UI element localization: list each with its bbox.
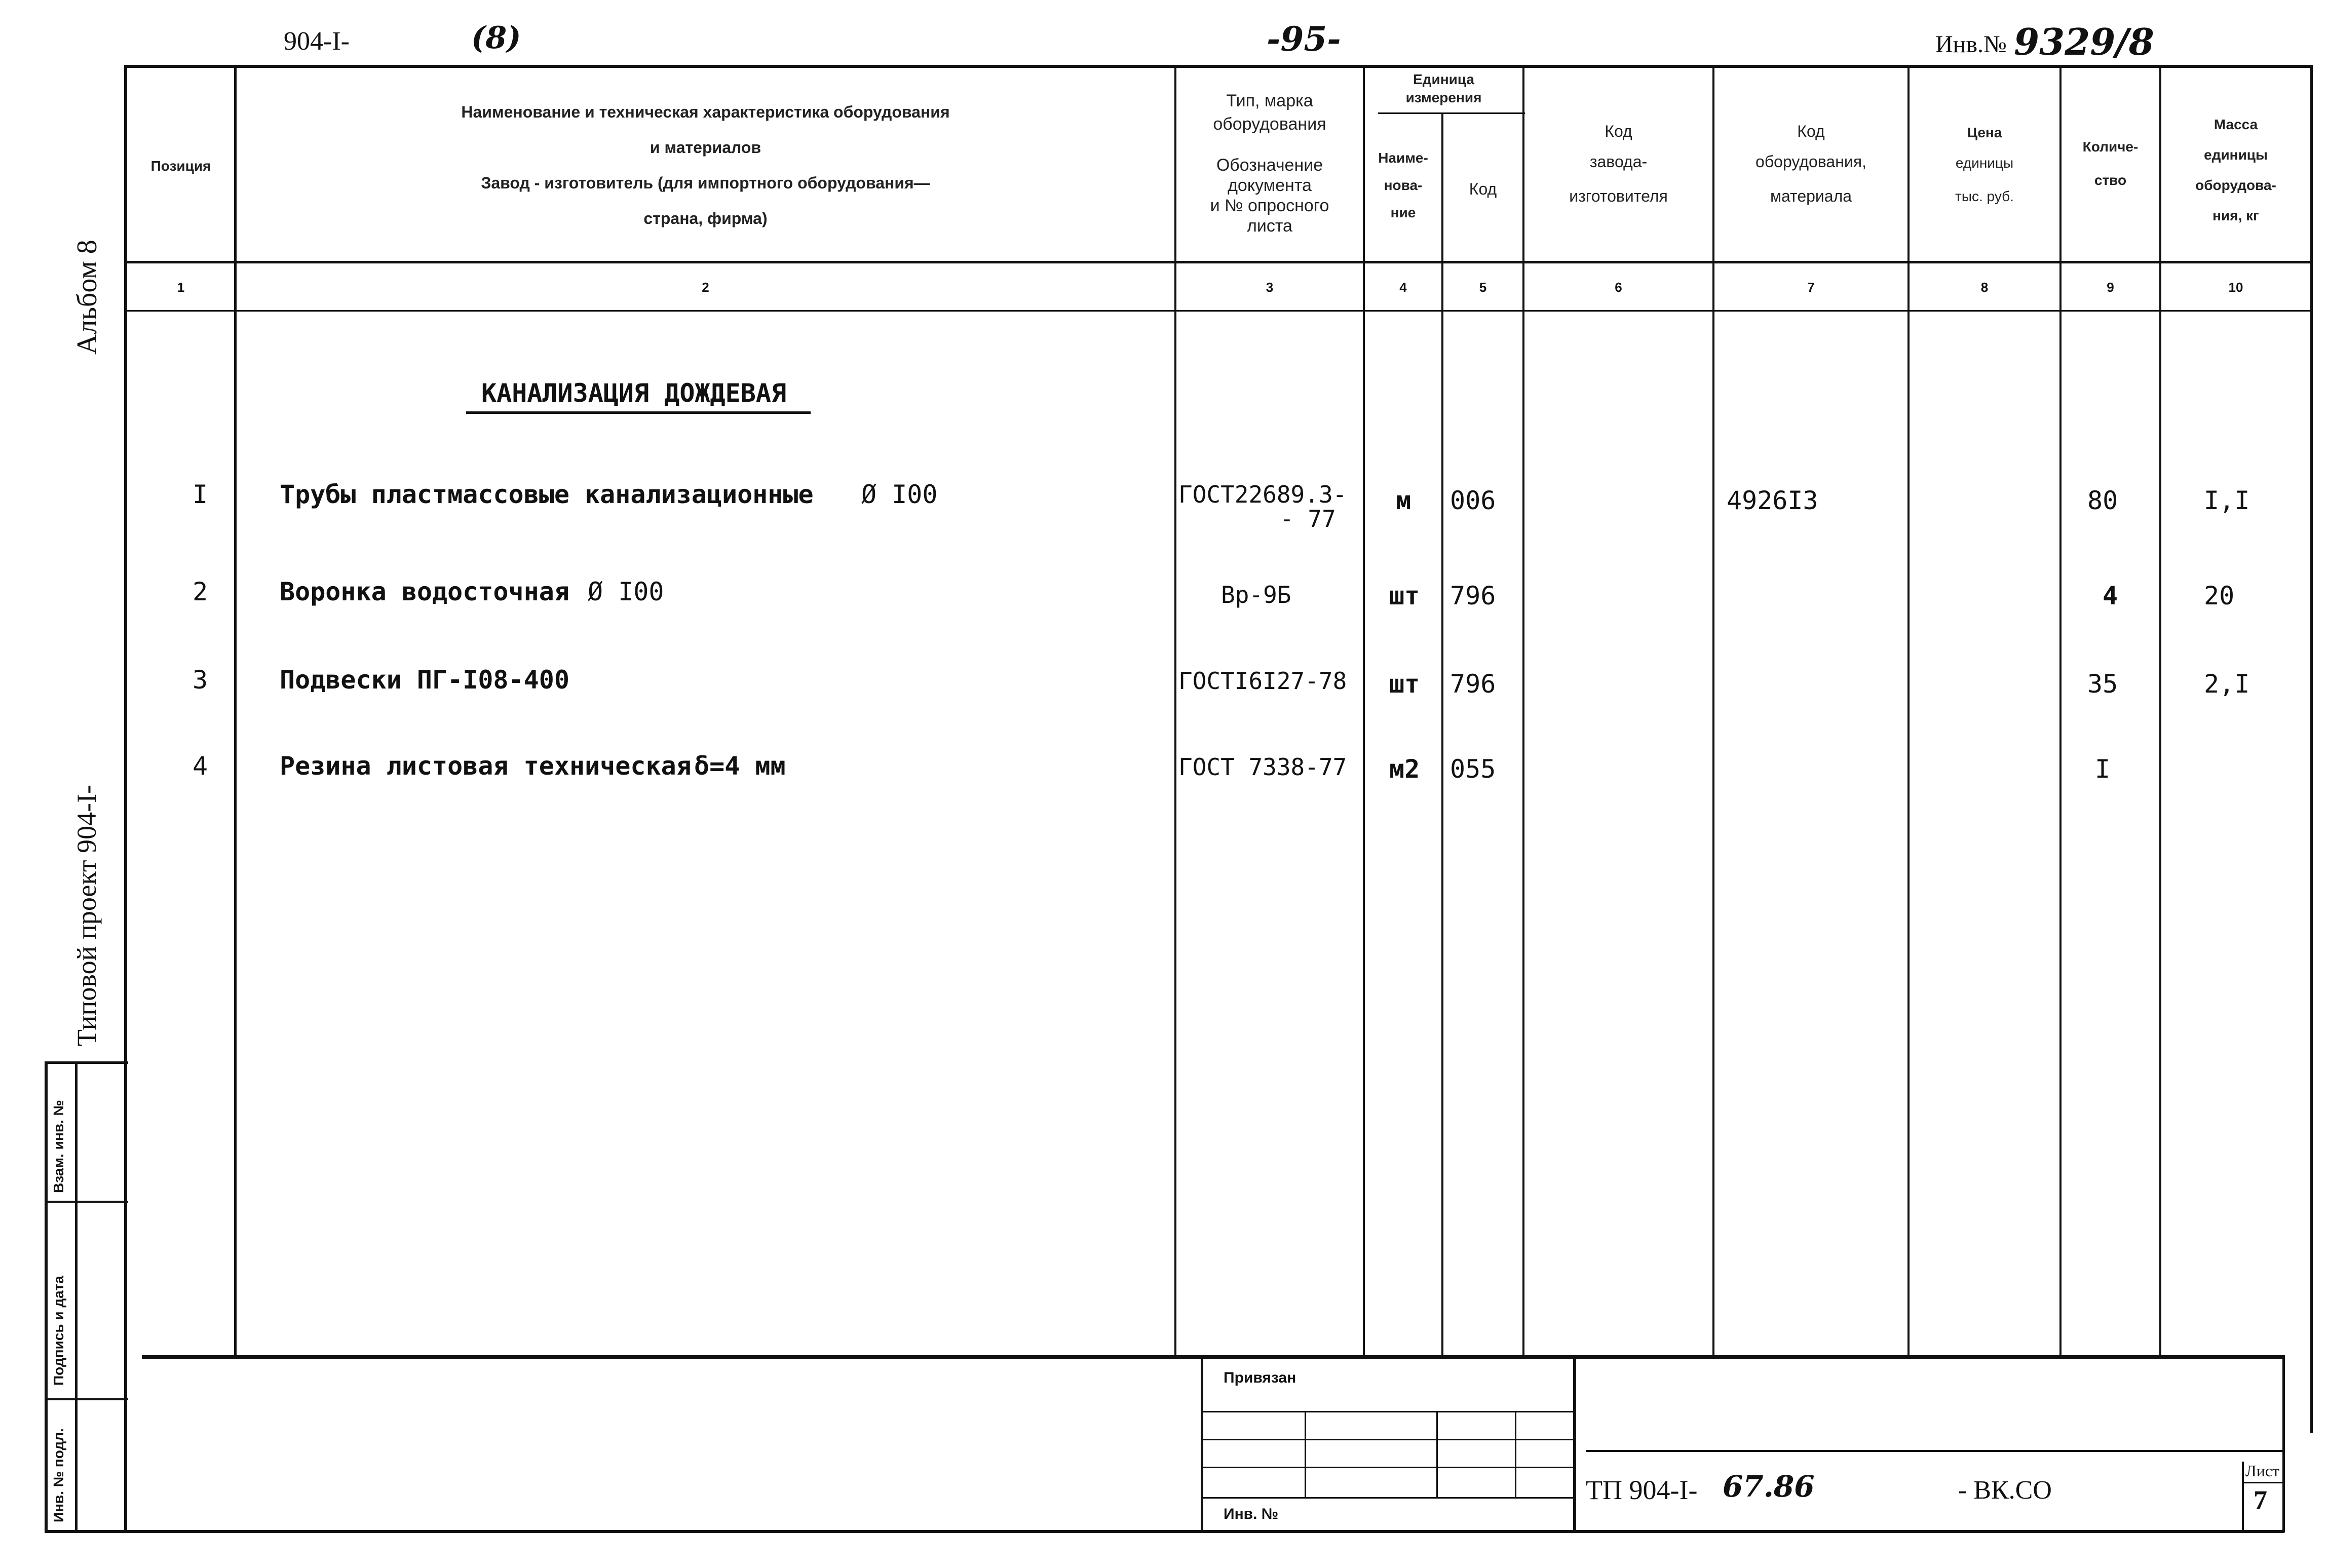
header-unit-name-line3: ние <box>1390 205 1416 220</box>
col-line-9 <box>2159 66 2161 1358</box>
header-type-line5: и № опросного <box>1210 196 1329 215</box>
col-line-4 <box>1441 112 1443 1358</box>
sheet-box-divider <box>2242 1482 2282 1483</box>
inventory-no-label: Инв. № <box>1224 1506 1279 1522</box>
row-position: 4 <box>193 751 208 781</box>
row-document: Вр-9Б <box>1221 581 1291 608</box>
attached-label: Привязан <box>1224 1369 1296 1386</box>
header-bottom-line <box>124 261 2313 263</box>
table-top-border <box>124 65 2313 68</box>
col-line-1 <box>234 66 237 1358</box>
header-price-line1: Цена <box>1967 125 2002 140</box>
stamp-inv-replaced: Взам. инв. № <box>51 1100 66 1193</box>
row-position: 2 <box>193 577 208 606</box>
row-mass: I,I <box>2204 486 2250 515</box>
header-unit-group-line1: Единица <box>1413 71 1474 87</box>
row-spec: Ø I00 <box>861 480 938 509</box>
row-material-code: 4926I3 <box>1727 486 1818 515</box>
row-quantity: 35 <box>2087 669 2118 699</box>
header-unit-group-line2: измерения <box>1405 90 1482 105</box>
column-number-1: 1 <box>177 280 185 295</box>
row-document: ГОСТ 7338-77 <box>1178 753 1347 781</box>
stamp-inv-original: Инв. № подл. <box>51 1428 66 1522</box>
col-line-6 <box>1712 66 1714 1358</box>
column-number-10: 10 <box>2228 280 2243 295</box>
row-position: 3 <box>193 665 208 695</box>
header-plant-line2: завода- <box>1589 152 1648 171</box>
stamp-sep-2 <box>45 1398 128 1400</box>
header-type-line1: Тип, марка <box>1226 91 1313 110</box>
title-block-right-line <box>2282 1355 2285 1533</box>
header-price-line2: единицы <box>1955 155 2014 171</box>
attached-row-line-2 <box>1203 1439 1573 1440</box>
title-block-top-line <box>142 1355 2285 1359</box>
row-position: I <box>193 480 208 509</box>
attached-col-line-1 <box>1305 1411 1306 1497</box>
title-block-left-line <box>1201 1355 1203 1533</box>
doc-prefix: 904-I- <box>284 27 350 56</box>
header-unit-code: Код <box>1469 180 1497 198</box>
col-line-7 <box>1907 66 1910 1358</box>
stamp-sep-1 <box>45 1201 128 1203</box>
stamp-signature-date: Подпись и дата <box>51 1276 66 1386</box>
stamp-divider <box>75 1061 78 1530</box>
row-name: Резина листовая техническая <box>280 751 692 781</box>
header-mass-line3: оборудова- <box>2195 177 2276 193</box>
row-unit: шт <box>1389 669 1420 699</box>
header-material-line3: материала <box>1770 187 1852 205</box>
row-spec: Ø I00 <box>588 577 664 606</box>
row-unit-code: 055 <box>1450 754 1496 784</box>
col-line-3 <box>1363 66 1365 1358</box>
row-mass: 20 <box>2204 581 2235 610</box>
table-right-border <box>2310 65 2313 1433</box>
attached-col-line-2 <box>1436 1411 1438 1497</box>
header-type-line3: Обозначение <box>1216 156 1323 175</box>
row-spec: δ=4 мм <box>694 751 786 781</box>
row-unit: м <box>1396 486 1411 515</box>
document-mark: - ВК.СО <box>1958 1476 2052 1505</box>
row-unit: м2 <box>1389 754 1420 784</box>
header-type-line4: документа <box>1228 176 1312 195</box>
sheet-number: 7 <box>2254 1485 2267 1515</box>
row-unit-code: 006 <box>1450 486 1496 515</box>
column-number-9: 9 <box>2107 280 2114 295</box>
col-line-5 <box>1522 66 1524 1358</box>
attached-col-line-3 <box>1515 1411 1516 1497</box>
column-number-3: 3 <box>1266 280 1274 295</box>
project-label: Типовой проект 904-I- <box>71 784 102 1046</box>
header-qty-line2: ство <box>2094 172 2127 188</box>
header-price-line3: тыс. руб. <box>1955 188 2014 204</box>
attached-row-line-4 <box>1203 1497 1573 1499</box>
document-code: ТП 904-I- <box>1586 1475 1698 1505</box>
row-name: Подвески ПГ-I08-400 <box>280 665 569 695</box>
header-unit-name-line2: нова- <box>1384 177 1423 193</box>
row-quantity: 4 <box>2103 581 2118 610</box>
column-number-6: 6 <box>1615 280 1622 295</box>
row-document: ГОСТ22689.3- <box>1178 481 1347 508</box>
header-unit-name-line1: Наиме- <box>1378 150 1428 166</box>
header-type-line2: оборудования <box>1213 114 1326 134</box>
unit-group-line <box>1378 112 1525 114</box>
attached-row-line-3 <box>1203 1467 1573 1468</box>
row-name: Воронка водосточная <box>280 577 569 606</box>
header-type-line6: листа <box>1247 216 1292 236</box>
doc-suffix: (8) <box>471 20 521 56</box>
header-mass-line2: единицы <box>2204 147 2268 163</box>
row-quantity: 80 <box>2087 486 2118 515</box>
header-position: Позиция <box>150 158 211 174</box>
row-unit-code: 796 <box>1450 669 1496 699</box>
section-title: КАНАЛИЗАЦИЯ ДОЖДЕВАЯ <box>481 378 787 408</box>
colnum-bottom-line <box>124 310 2313 312</box>
row-name: Трубы пластмассовые канализационные <box>280 480 814 509</box>
header-plant-line3: изготовителя <box>1569 187 1668 205</box>
header-name-line3: Завод - изготовитель (для импортного оборудования— <box>481 174 930 192</box>
header-name-line4: страна, фирма) <box>643 209 768 227</box>
table-left-border <box>124 65 127 1532</box>
row-unit: шт <box>1389 581 1420 610</box>
column-number-5: 5 <box>1479 280 1487 295</box>
stamp-border-left <box>45 1061 48 1530</box>
inventory-label: Инв.№ <box>1935 31 2007 58</box>
section-title-underline <box>466 411 811 414</box>
row-unit-code: 796 <box>1450 581 1496 610</box>
row-document-cont: - 77 <box>1280 505 1336 532</box>
column-number-4: 4 <box>1399 280 1407 295</box>
header-name-line1: Наименование и техническая характеристика оборудования <box>461 103 950 121</box>
document-code-handwritten: 67.86 <box>1723 1469 1815 1504</box>
header-material-line2: оборудования, <box>1755 152 1866 171</box>
col-line-8 <box>2059 66 2062 1358</box>
header-material-line1: Код <box>1797 122 1825 140</box>
row-quantity: I <box>2095 754 2111 784</box>
header-plant-line1: Код <box>1605 122 1632 140</box>
sheet-bottom-border <box>45 1530 2284 1533</box>
header-mass-line1: Масса <box>2213 117 2258 132</box>
col-line-2 <box>1174 66 1176 1358</box>
header-mass-line4: ния, кг <box>2212 208 2259 223</box>
sheet-label: Лист <box>2245 1462 2280 1480</box>
column-number-8: 8 <box>1980 280 1989 295</box>
header-qty-line1: Количе- <box>2082 139 2139 155</box>
sheet-box-left <box>2242 1462 2244 1530</box>
inventory-number: 9329/8 <box>2014 20 2154 63</box>
title-block-mid-line <box>1573 1355 1576 1533</box>
header-name-line2: и материалов <box>650 138 761 157</box>
attached-row-line-1 <box>1203 1411 1573 1412</box>
column-number-2: 2 <box>702 280 709 295</box>
column-number-7: 7 <box>1807 280 1815 295</box>
page-number: -95- <box>1267 19 1341 59</box>
album-label: Альбом 8 <box>71 240 103 355</box>
row-mass: 2,I <box>2204 669 2250 699</box>
stamp-border-top <box>45 1061 128 1064</box>
stamp-code-line <box>1586 1450 2282 1452</box>
row-document: ГОСТI6I27-78 <box>1178 667 1347 695</box>
